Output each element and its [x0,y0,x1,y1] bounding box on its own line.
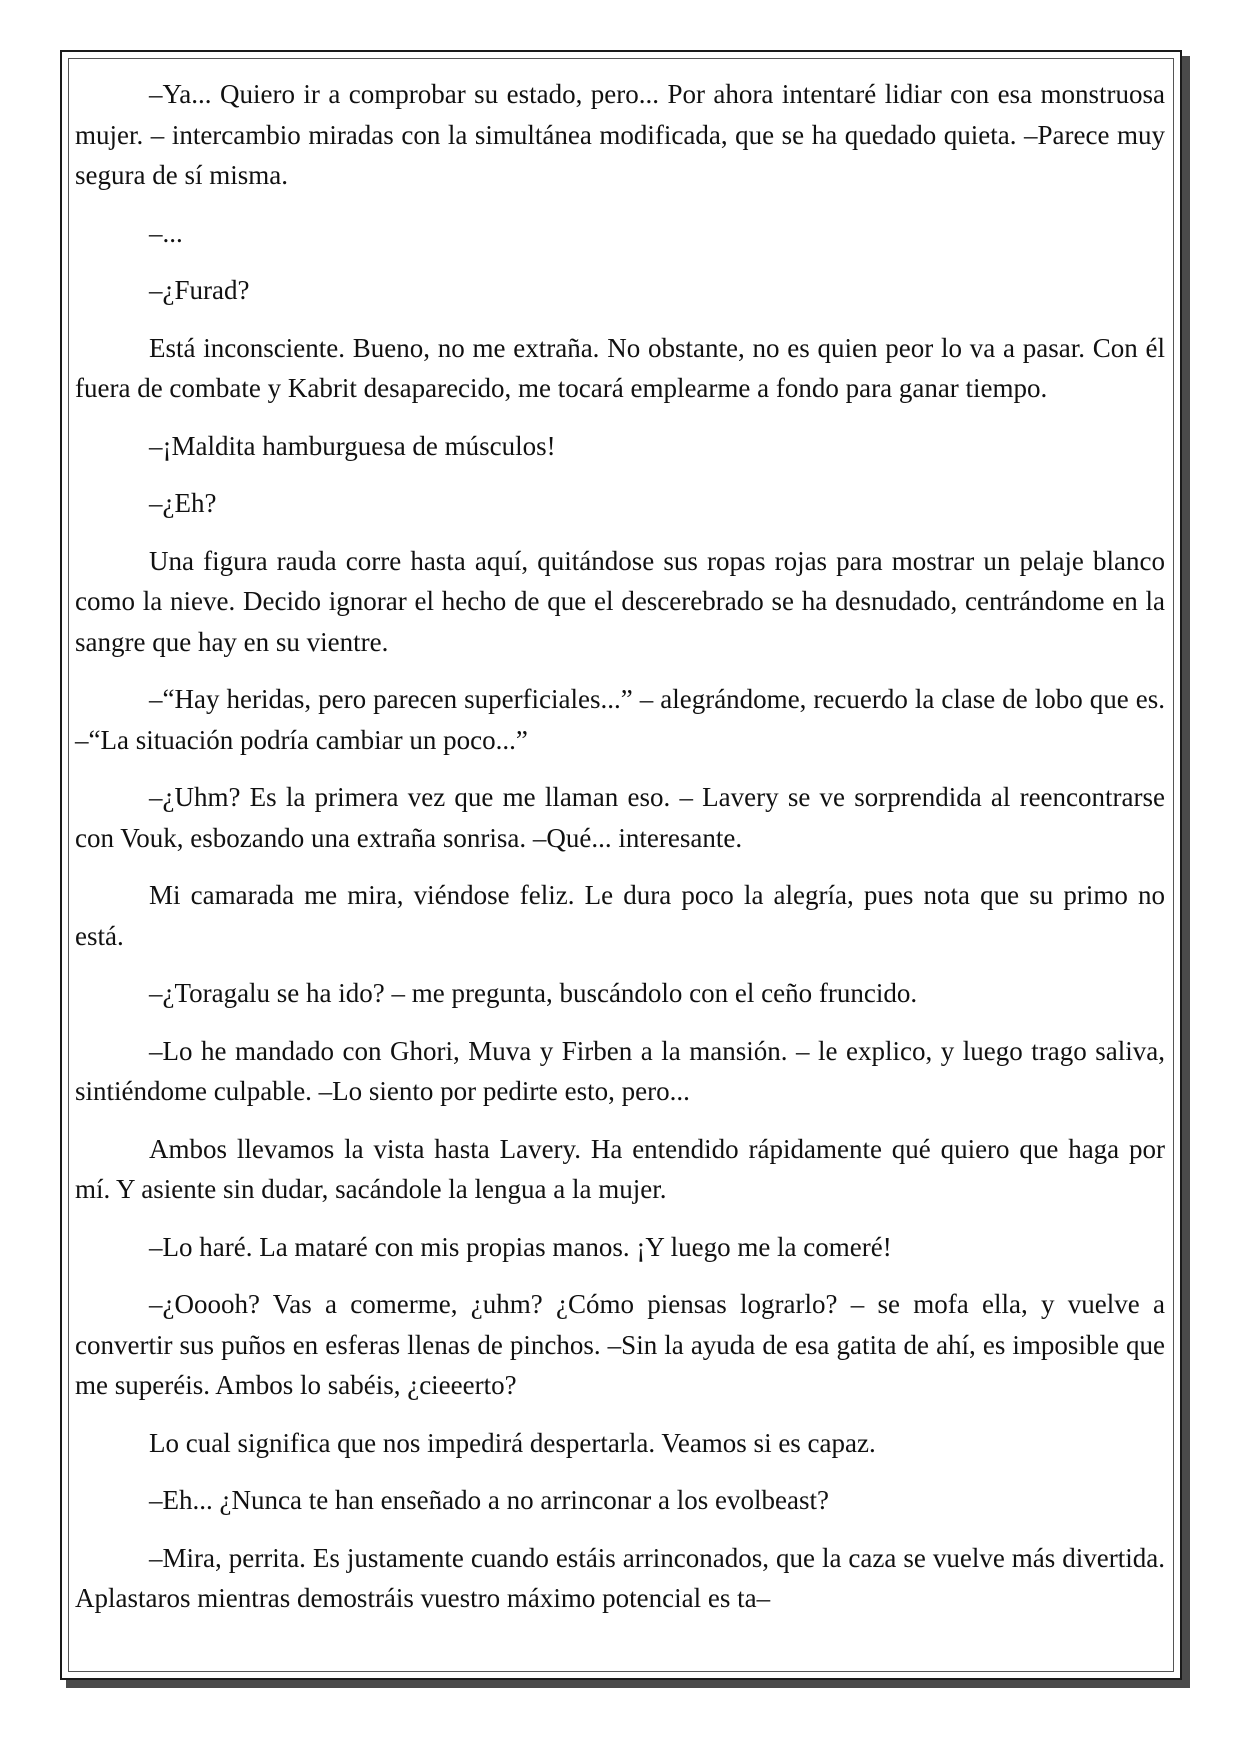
paragraph: –¿Uhm? Es la primera vez que me llaman eso. – Lavery se ve sorprendida al reencontrarse con Vouk, esbozando una extraña sonrisa. –Qué... interesante. [75,782,1165,853]
paragraph: –... [149,217,183,248]
paragraph: –¡Maldita hamburguesa de músculos! [149,430,556,461]
paragraph: Una figura rauda corre hasta aquí, quitándose sus ropas rojas para mostrar un pelaje blanco como la nieve. Decido ignorar el hecho de que el descerebrado se ha desnudado, centrándome en la sangre que hay en su vientre. [75,545,1165,657]
paragraph: –Mira, perrita. Es justamente cuando estáis arrinconados, que la caza se vuelve más divertida. Aplastaros mientras demostráis vuestro máximo potencial es ta– [75,1542,1165,1613]
paragraph: –Ya... Quiero ir a comprobar su estado, pero... Por ahora intentaré lidiar con esa monstruosa mujer. – intercambio miradas con la simultánea modificada, que se ha quedado quieta. –Parece muy segura de sí misma. [75,79,1165,190]
paragraph: –Lo he mandado con Ghori, Muva y Firben a la mansión. – le explico, y luego trago saliva, sintiéndome culpable. –Lo siento por pedirte esto, pero... [75,1035,1165,1106]
paragraph: –¿Eh? [149,488,217,518]
paragraph: Lo cual significa que nos impedirá despertarla. Veamos si es capaz. [149,1427,876,1458]
paragraph: –¿Toragalu se ha ido? – me pregunta, buscándolo con el ceño fruncido. [149,978,918,1008]
paragraph: Ambos llevamos la vista hasta Lavery. Ha entendido rápidamente qué quiero que haga por mí. Y asiente sin dudar, sacándole la lengua a la mujer. [75,1133,1165,1204]
paragraph: Está inconsciente. Bueno, no me extraña. No obstante, no es quien peor lo va a pasar. Con él fuera de combate y Kabrit desaparecido, me tocará emplearme a fondo para ganar tiempo. [75,332,1165,403]
paragraph: –“Hay heridas, pero parecen superficiales...” – alegrándome, recuerdo la clase de lobo que es. –“La situación podría cambiar un poco...” [75,684,1165,755]
paragraph: –Eh... ¿Nunca te han enseñado a no arrinconar a los evolbeast? [149,1485,829,1515]
paragraph: –¿Furad? [149,275,250,305]
paragraph: –Lo haré. La mataré con mis propias manos. ¡Y luego me la comeré! [149,1231,892,1262]
paragraph: Mi camarada me mira, viéndose feliz. Le dura poco la alegría, pues nota que su primo no está. [75,880,1165,951]
page-body [75,74,1165,1636]
paragraph: –¿Ooooh? Vas a comerme, ¿uhm? ¿Cómo piensas lograrlo? – se mofa ella, y vuelve a convertir sus puños en esferas llenas de pinchos. –Sin la ayuda de esa gatita de ahí, es imposible que me superéis. Ambos lo sabéis, ¿cieeerto? [75,1289,1165,1400]
